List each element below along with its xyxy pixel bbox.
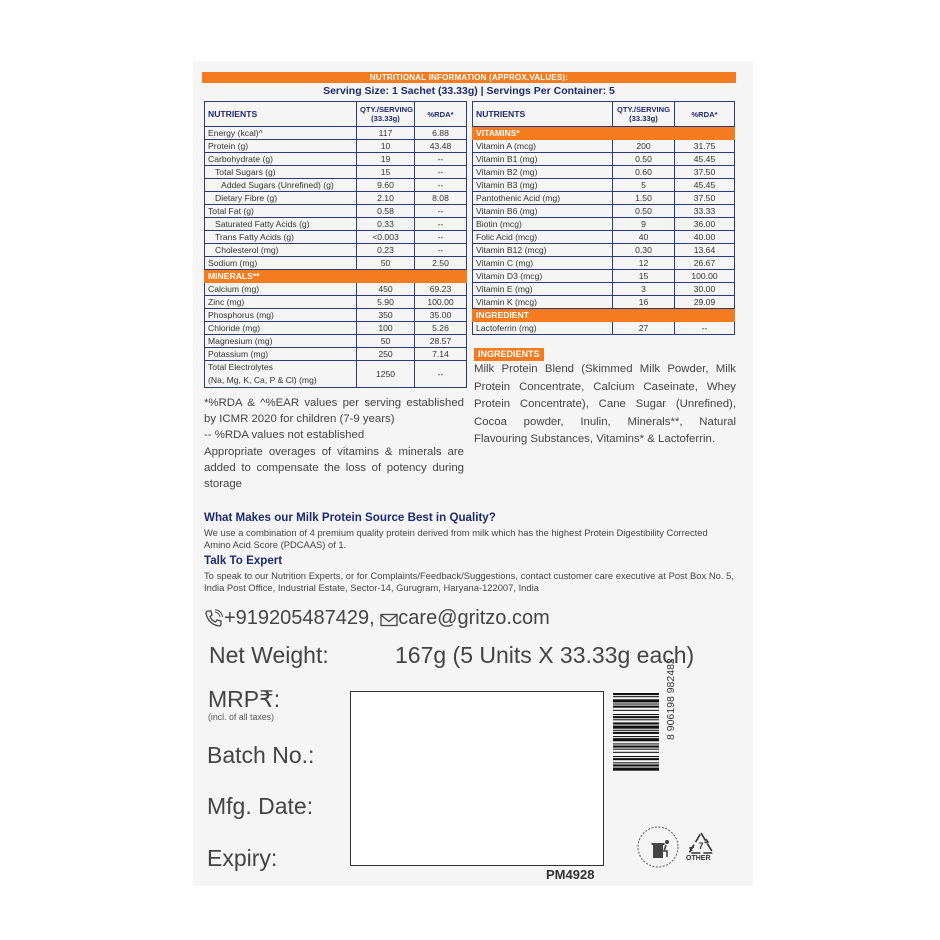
nutrient-qty: 0.50: [613, 205, 675, 218]
nutrient-qty: 0.60: [613, 166, 675, 179]
nutrient-rda: 37.50: [675, 192, 735, 205]
nutrient-rda: 28.57: [415, 335, 467, 348]
nutrient-name: Added Sugars (Unrefined) (g): [205, 179, 357, 192]
nutrient-rda: 7.14: [415, 348, 467, 361]
col-nutrients: NUTRIENTS: [205, 102, 357, 127]
nutrient-rda: 31.75: [675, 140, 735, 153]
nutrient-rda: 100.00: [675, 270, 735, 283]
table-row: [473, 231, 735, 244]
nutrient-qty: 3: [613, 283, 675, 296]
nutrient-rda: 37.50: [675, 166, 735, 179]
ingredient-section-label: INGREDIENT: [473, 309, 613, 322]
nutrient-qty: 9.60: [357, 179, 415, 192]
nutrient-qty: 1.50: [613, 192, 675, 205]
nutrient-rda: 69.23: [415, 283, 467, 296]
nutrient-name: Vitamin D3 (mcg): [473, 270, 613, 283]
nutrient-rda: 45.45: [675, 179, 735, 192]
nutrient-name: Magnesium (mg): [205, 335, 357, 348]
nutrient-rda: 45.45: [675, 153, 735, 166]
section-spacer: [675, 309, 735, 322]
tax-note: (incl. of all taxes): [208, 712, 274, 722]
nutrient-qty: 100: [357, 322, 415, 335]
table-row: [205, 257, 467, 270]
nutrient-qty: 50: [357, 257, 415, 270]
col-rda: %RDA*: [675, 102, 735, 127]
mail-icon: [380, 607, 398, 629]
nutrient-qty: 2.10: [357, 192, 415, 205]
nutrient-name: Vitamin A (mcg): [473, 140, 613, 153]
footnote-overages: Appropriate overages of vitamins & minerals are added to compensate the loss of potency during storage: [204, 445, 464, 491]
col-qty: QTY./SERVING (33.33g): [357, 102, 415, 127]
table-row: [473, 296, 735, 309]
table-row: [473, 283, 735, 296]
email-address: care@gritzo.com: [398, 607, 550, 629]
quality-text: We use a combination of 4 premium quality protein derived from milk which has the highest Protein Digestibility Corrected Amino Acid Score (PDCAAS) of 1.: [204, 527, 708, 550]
nutrient-name: Zinc (mg): [205, 296, 357, 309]
recycle-number: 7: [698, 841, 704, 851]
nutrient-name: Vitamin C (mg): [473, 257, 613, 270]
nutrient-name: Chloride (mg): [205, 322, 357, 335]
nutrient-rda: 6.88: [415, 127, 467, 140]
contact-line: [204, 606, 550, 630]
table-row: [205, 231, 467, 244]
table-row: [205, 335, 467, 348]
table-row: [205, 218, 467, 231]
section-spacer: [675, 127, 735, 140]
serving-info: Serving Size: 1 Sachet (33.33g) | Servings Per Container: 5: [323, 85, 615, 97]
nutrition-table-right: [472, 101, 735, 335]
nutrient-qty: 50: [357, 335, 415, 348]
col-rda: %RDA*: [415, 102, 467, 127]
nutrient-name: Phosphorus (mg): [205, 309, 357, 322]
batch-label: Batch No.:: [207, 742, 315, 768]
table-row: [473, 244, 735, 257]
table-row: [473, 192, 735, 205]
nutrient-rda: 2.50: [415, 257, 467, 270]
nutrient-qty: 117: [357, 127, 415, 140]
net-weight-value: 167g (5 Units X 33.33g each): [395, 642, 695, 668]
nutrient-rda: --: [415, 231, 467, 244]
nutrient-name: Lactoferrin (mg): [473, 322, 613, 335]
nutrient-name: Carbohydrate (g): [205, 153, 357, 166]
table-row: [205, 296, 467, 309]
nutrient-name: Vitamin B12 (mcg): [473, 244, 613, 257]
table-row: [473, 205, 735, 218]
nutrient-qty: 16: [613, 296, 675, 309]
nutrient-qty: 250: [357, 348, 415, 361]
table-row: [205, 179, 467, 192]
col-nutrients: NUTRIENTS: [473, 102, 613, 127]
nutrient-rda: --: [415, 361, 467, 388]
nutrition-table-left: [204, 101, 467, 388]
table-row: [473, 153, 735, 166]
footnotes: [204, 395, 464, 492]
phone-number: +919205487429,: [224, 607, 375, 629]
nutrient-name: Pantothenic Acid (mg): [473, 192, 613, 205]
nutrient-name: Dietary Fibre (g): [205, 192, 357, 205]
nutrient-qty: 200: [613, 140, 675, 153]
table-row: [205, 283, 467, 296]
ingredient-section: [473, 309, 735, 322]
nutrient-qty: 12: [613, 257, 675, 270]
print-area-box: [350, 691, 604, 866]
nutrient-qty: 0.23: [357, 244, 415, 257]
nutrient-name: Folic Acid (mcg): [473, 231, 613, 244]
nutrient-name: Vitamin K (mcg): [473, 296, 613, 309]
table-row: [473, 218, 735, 231]
nutrient-qty: 19: [357, 153, 415, 166]
section-spacer: [613, 127, 675, 140]
section-spacer: [357, 270, 415, 283]
vitamins-section-label: VITAMINS*: [473, 127, 613, 140]
minerals-section-label: MINERALS**: [205, 270, 357, 283]
nutrition-banner: NUTRITIONAL INFORMATION (APPROX.VALUES):: [202, 72, 736, 83]
section-spacer: [613, 309, 675, 322]
keep-clean-bin-icon: [636, 825, 680, 869]
table-row: [205, 166, 467, 179]
mfg-date-label: Mfg. Date:: [207, 793, 314, 819]
table-row: [205, 140, 467, 153]
table-row: [473, 270, 735, 283]
nutrient-name: Cholesterol (mg): [205, 244, 357, 257]
nutrient-name: Vitamin B3 (mg): [473, 179, 613, 192]
nutrient-qty: 0.58: [357, 205, 415, 218]
table-row: [205, 322, 467, 335]
nutrient-name: Vitamin E (mg): [473, 283, 613, 296]
nutrient-qty: 5: [613, 179, 675, 192]
nutrient-rda: --: [415, 166, 467, 179]
nutrient-qty: <0.003: [357, 231, 415, 244]
nutrient-rda: 8.08: [415, 192, 467, 205]
nutrient-name: Vitamin B2 (mg): [473, 166, 613, 179]
nutrient-name: Vitamin B1 (mg): [473, 153, 613, 166]
expert-title: Talk To Expert: [204, 554, 283, 567]
table-row: [205, 205, 467, 218]
nutrient-rda: --: [675, 322, 735, 335]
section-spacer: [415, 270, 467, 283]
nutrient-rda: 35.00: [415, 309, 467, 322]
nutrient-rda: 29.09: [675, 296, 735, 309]
nutrient-qty: 1250: [357, 361, 415, 388]
nutrient-name: Potassium (mg): [205, 348, 357, 361]
recycle-label: OTHER: [686, 855, 711, 862]
expiry-label: Expiry:: [207, 845, 278, 871]
nutrient-qty: 450: [357, 283, 415, 296]
nutrient-rda: --: [415, 244, 467, 257]
table-row: [205, 309, 467, 322]
nutrient-name: Total Sugars (g): [205, 166, 357, 179]
ingredients-badge: INGREDIENTS: [474, 348, 544, 361]
nutrient-rda: 33.33: [675, 205, 735, 218]
nutrient-name: Vitamin B6 (mg): [473, 205, 613, 218]
table-row: [205, 153, 467, 166]
table-row: [205, 192, 467, 205]
nutrient-name: Saturated Fatty Acids (g): [205, 218, 357, 231]
barcode-icon: [613, 693, 671, 805]
phone-icon: [204, 607, 224, 629]
nutrient-rda: 5.26: [415, 322, 467, 335]
table-row: [473, 140, 735, 153]
barcode-digits: 8 906198 982482: [665, 658, 677, 740]
nutrient-rda: --: [415, 153, 467, 166]
nutrient-rda: 26.67: [675, 257, 735, 270]
nutrient-qty: 0.50: [613, 153, 675, 166]
nutrient-name: Energy (kcal)^: [205, 127, 357, 140]
minerals-section: [205, 270, 467, 283]
table-row: [473, 322, 735, 335]
nutrient-rda: 36.00: [675, 218, 735, 231]
net-weight-label: Net Weight:: [209, 642, 329, 668]
table-row: [205, 127, 467, 140]
nutrient-name: Biotin (mcg): [473, 218, 613, 231]
nutrient-rda: 43.48: [415, 140, 467, 153]
vitamins-section: [473, 127, 735, 140]
table-row: [205, 244, 467, 257]
nutrient-qty: 0.30: [613, 244, 675, 257]
nutrient-qty: 5.90: [357, 296, 415, 309]
nutrient-rda: --: [415, 205, 467, 218]
nutrient-qty: 350: [357, 309, 415, 322]
nutrient-qty: 15: [613, 270, 675, 283]
nutrient-rda: 30.00: [675, 283, 735, 296]
nutrient-rda: --: [415, 218, 467, 231]
nutrient-qty: 40: [613, 231, 675, 244]
ingredients-text: Milk Protein Blend (Skimmed Milk Powder, Milk Protein Concentrate, Calcium Caseinate, Whey Protein Concentrate), Cane Sugar (Unrefined), Cocoa powder, Inulin, Minerals**, Natural Flavouring Substances, Vitamins* & Lactoferrin.: [474, 363, 736, 445]
nutrient-name: Total Fat (g): [205, 205, 357, 218]
nutrient-name: Protein (g): [205, 140, 357, 153]
table-row: [205, 348, 467, 361]
table-row: [473, 166, 735, 179]
nutrient-rda: 40.00: [675, 231, 735, 244]
nutrient-rda: 13.64: [675, 244, 735, 257]
nutrient-qty: 10: [357, 140, 415, 153]
nutrient-name: Trans Fatty Acids (g): [205, 231, 357, 244]
table-row: [473, 257, 735, 270]
quality-title: What Makes our Milk Protein Source Best in Quality?: [204, 511, 496, 524]
col-qty: QTY./SERVING (33.33g): [613, 102, 675, 127]
expert-text: To speak to our Nutrition Experts, or for Complaints/Feedback/Suggestions, contact customer care executive at Post Box No. 5, India Post Office, Industrial Estate, Sector-14, Gurugram, Haryana-122007, India: [204, 570, 734, 593]
nutrient-name: Sodium (mg): [205, 257, 357, 270]
nutrient-rda: 100.00: [415, 296, 467, 309]
nutrient-name: Calcium (mg): [205, 283, 357, 296]
nutrient-rda: --: [415, 179, 467, 192]
footnote-rda: *%RDA & ^%EAR values per serving established by ICMR 2020 for children (7-9 years): [204, 397, 464, 426]
nutrient-qty: 27: [613, 322, 675, 335]
nutrient-qty: 0.33: [357, 218, 415, 231]
mrp-label: MRP₹:: [208, 686, 281, 712]
table-row: [473, 179, 735, 192]
nutrient-name: Total Electrolytes (Na, Mg, K, Ca, P & Cl) (mg): [205, 361, 357, 388]
footnote-not-established: -- %RDA values not established: [204, 429, 365, 442]
nutrient-qty: 15: [357, 166, 415, 179]
table-row: [205, 361, 467, 388]
product-code: PM4928: [546, 867, 595, 882]
nutrient-qty: 9: [613, 218, 675, 231]
